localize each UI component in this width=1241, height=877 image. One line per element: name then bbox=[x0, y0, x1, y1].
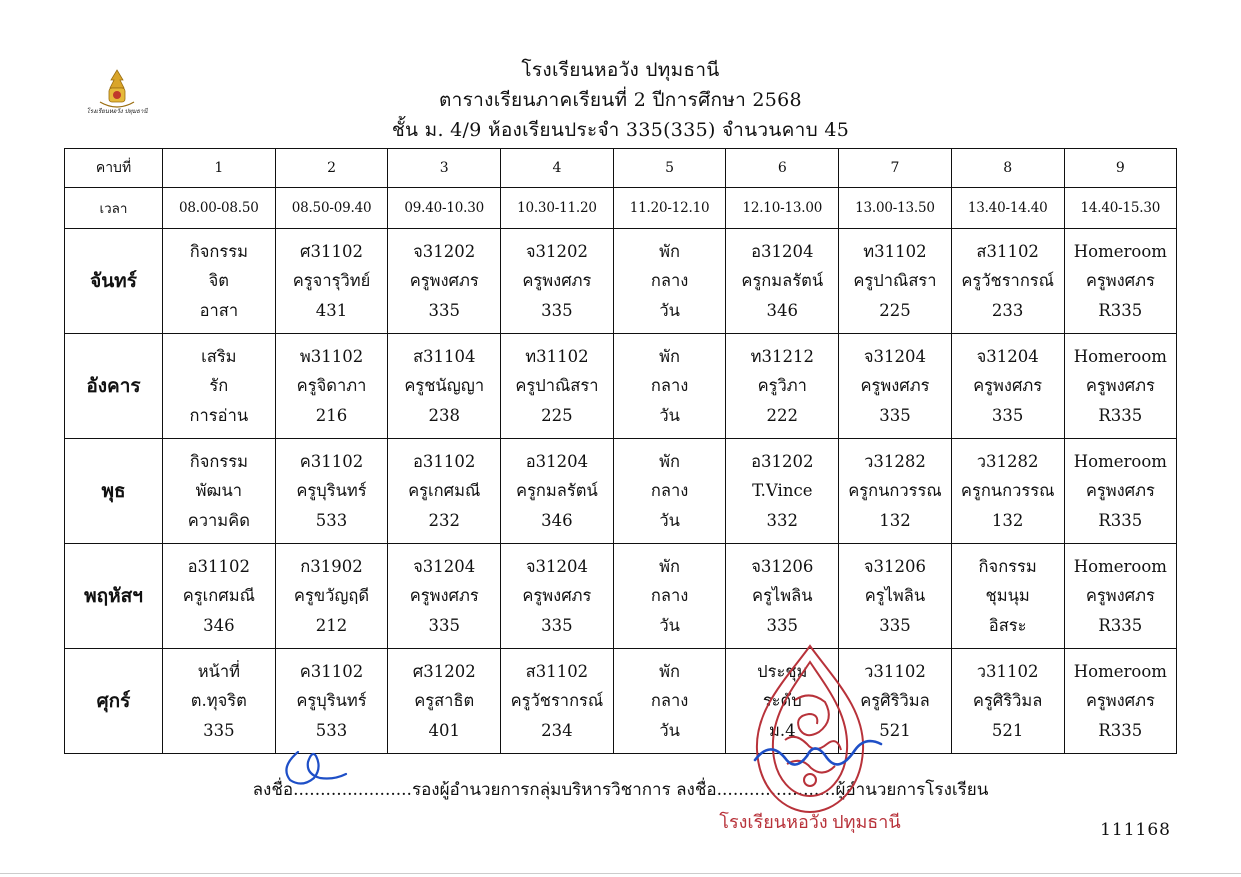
cell-teacher: ชุมนุม bbox=[985, 586, 1030, 606]
cell-room: 132 bbox=[879, 510, 911, 530]
cell-subject: เสริม bbox=[201, 346, 237, 366]
cell-subject: จ31202 bbox=[413, 241, 476, 261]
cell-room: 233 bbox=[991, 300, 1024, 320]
time-slot: 10.30-11.20 bbox=[501, 188, 614, 229]
cell-subject: หน้าที่ bbox=[197, 661, 240, 681]
schedule-cell bbox=[163, 544, 276, 649]
schedule-cell bbox=[163, 439, 276, 544]
schedule-cell bbox=[501, 649, 614, 754]
cell-subject: ท31102 bbox=[525, 346, 589, 366]
period-number: 4 bbox=[501, 149, 614, 188]
cell-room: 332 bbox=[766, 510, 799, 530]
period-header-row bbox=[65, 149, 1177, 188]
cell-teacher: ครูกมลรัตน์ bbox=[741, 271, 824, 291]
schedule-cell bbox=[613, 229, 726, 334]
schedule-cell bbox=[839, 544, 952, 649]
cell-room: ความคิด bbox=[187, 510, 250, 530]
schedule-cell bbox=[613, 334, 726, 439]
cell-teacher: T.Vince bbox=[752, 481, 813, 501]
schedule-cell bbox=[501, 544, 614, 649]
day-name: พุธ bbox=[65, 439, 163, 544]
cell-subject: กิจกรรม bbox=[189, 451, 248, 471]
schedule-cell bbox=[501, 439, 614, 544]
cell-room: 225 bbox=[879, 300, 911, 320]
cell-subject: พัก bbox=[659, 556, 681, 576]
period-number: 6 bbox=[726, 149, 839, 188]
schedule-cell bbox=[726, 229, 839, 334]
cell-teacher: ครูวัชรากรณ์ bbox=[510, 691, 604, 711]
cell-teacher: ครูพงศภร bbox=[409, 586, 479, 606]
cell-room: 431 bbox=[315, 300, 348, 320]
cell-teacher: กลาง bbox=[650, 691, 689, 711]
schedule-cell bbox=[951, 229, 1064, 334]
cell-subject: ท31212 bbox=[750, 346, 814, 366]
cell-subject: ค31102 bbox=[299, 451, 364, 471]
cell-subject: กิจกรรม bbox=[189, 241, 248, 261]
cell-teacher: ครูวัชรากรณ์ bbox=[961, 271, 1054, 291]
schedule-cell bbox=[388, 229, 501, 334]
cell-subject: อ31102 bbox=[413, 451, 476, 471]
cell-subject: ว31282 bbox=[864, 451, 926, 471]
cell-room: 234 bbox=[541, 720, 573, 740]
cell-teacher: ครูพงศภร bbox=[1085, 586, 1155, 606]
cell-room: 335 bbox=[203, 720, 235, 740]
cell-room: 346 bbox=[203, 615, 235, 635]
cell-teacher: ครูกนกวรรณ bbox=[848, 481, 942, 501]
schedule-cell bbox=[726, 439, 839, 544]
cell-teacher: ครูศิริวิมล bbox=[972, 691, 1043, 711]
cell-teacher: ระดับ bbox=[762, 691, 802, 711]
day-name: อังคาร bbox=[65, 334, 163, 439]
schedule-cell bbox=[1064, 649, 1177, 754]
schedule-cell bbox=[839, 439, 952, 544]
day-row bbox=[65, 229, 1177, 334]
cell-room: 225 bbox=[541, 405, 573, 425]
cell-subject: จ31204 bbox=[413, 556, 476, 576]
cell-subject: Homeroom bbox=[1073, 556, 1167, 576]
cell-teacher: ครูกมลรัตน์ bbox=[516, 481, 598, 501]
cell-room: ม.4 bbox=[768, 720, 796, 740]
cell-subject: Homeroom bbox=[1073, 346, 1167, 366]
cell-teacher: ครูพงศภร bbox=[522, 586, 592, 606]
logo-caption: โรงเรียนหอวัง ปทุมธานี bbox=[86, 108, 148, 115]
schedule-cell bbox=[951, 544, 1064, 649]
schedule-cell bbox=[388, 544, 501, 649]
cell-subject: Homeroom bbox=[1073, 451, 1167, 471]
period-number: 5 bbox=[613, 149, 726, 188]
cell-teacher: จิต bbox=[208, 271, 230, 291]
schedule-cell bbox=[163, 334, 276, 439]
time-row bbox=[65, 188, 1177, 229]
cell-room: วัน bbox=[659, 510, 680, 530]
cell-subject: ประชุม bbox=[757, 661, 808, 681]
cell-teacher: ครูพงศภร bbox=[860, 376, 930, 396]
cell-subject: ท31102 bbox=[863, 241, 927, 261]
cell-room: 238 bbox=[428, 405, 460, 425]
cell-room: 216 bbox=[315, 405, 348, 425]
schedule-cell bbox=[275, 439, 388, 544]
day-row bbox=[65, 439, 1177, 544]
cell-subject: กิจกรรม bbox=[978, 556, 1037, 576]
schedule-cell bbox=[1064, 334, 1177, 439]
schedule-cell bbox=[388, 649, 501, 754]
cell-room: วัน bbox=[659, 405, 680, 425]
schedule-cell bbox=[275, 649, 388, 754]
time-slot: 13.40-14.40 bbox=[951, 188, 1064, 229]
cell-subject: ก31902 bbox=[300, 556, 363, 576]
cell-teacher: ครูเกศมณี bbox=[182, 586, 255, 606]
cell-teacher: ครูไพลิน bbox=[752, 586, 813, 606]
cell-room: 335 bbox=[879, 615, 911, 635]
signature-line: ลงชื่อ......................รองผู้อำนวยการกลุ่มบริหารวิชาการ ลงชื่อ......................ผู้อำนวยการโรงเรียน bbox=[252, 780, 989, 800]
cell-teacher: กลาง bbox=[650, 481, 689, 501]
cell-room: 521 bbox=[879, 720, 911, 740]
schedule-cell bbox=[951, 334, 1064, 439]
cell-teacher: ครูบุรินทร์ bbox=[296, 481, 367, 501]
stamp-text: โรงเรียนหอวัง ปทุมธานี bbox=[719, 812, 901, 832]
cell-room: R335 bbox=[1098, 300, 1143, 320]
schedule-cell bbox=[726, 334, 839, 439]
cell-subject: อ31102 bbox=[187, 556, 251, 576]
cell-room: 335 bbox=[428, 615, 460, 635]
cell-room: 335 bbox=[879, 405, 911, 425]
cell-teacher: ครูพงศภร bbox=[1085, 481, 1155, 501]
cell-subject: อ31202 bbox=[751, 451, 814, 471]
cell-teacher: ครูพงศภร bbox=[1085, 271, 1155, 291]
cell-subject: Homeroom bbox=[1073, 661, 1167, 681]
time-slot: 09.40-10.30 bbox=[388, 188, 501, 229]
cell-teacher: ครูบุรินทร์ bbox=[296, 691, 367, 711]
cell-teacher: ครูกนกวรรณ bbox=[960, 481, 1055, 501]
cell-teacher: กลาง bbox=[650, 271, 689, 291]
cell-teacher: ครูพงศภร bbox=[522, 271, 592, 291]
cell-room: R335 bbox=[1098, 510, 1143, 530]
day-name: พฤหัสฯ bbox=[65, 544, 163, 649]
time-label: เวลา bbox=[65, 188, 163, 229]
schedule-cell bbox=[275, 229, 388, 334]
cell-subject: ว31282 bbox=[976, 451, 1039, 471]
period-label: คาบที่ bbox=[65, 149, 163, 188]
cell-teacher: ต.ทุจริต bbox=[190, 691, 247, 711]
cell-room: 533 bbox=[315, 510, 348, 530]
cell-room: 346 bbox=[766, 300, 799, 320]
schedule-cell bbox=[839, 229, 952, 334]
schedule-cell bbox=[1064, 439, 1177, 544]
cell-subject: จ31204 bbox=[863, 346, 927, 366]
time-slot: 12.10-13.00 bbox=[726, 188, 839, 229]
cell-teacher: ครูศิริวิมล bbox=[860, 691, 930, 711]
day-name: ศุกร์ bbox=[65, 649, 163, 754]
cell-room: 401 bbox=[428, 720, 460, 740]
cell-teacher: ครูไพลิน bbox=[864, 586, 926, 606]
schedule-cell bbox=[951, 649, 1064, 754]
cell-teacher: พัฒนา bbox=[195, 481, 242, 501]
period-number: 9 bbox=[1064, 149, 1177, 188]
cell-room: R335 bbox=[1098, 405, 1143, 425]
schedule-cell bbox=[163, 649, 276, 754]
cell-room: 212 bbox=[315, 615, 348, 635]
cell-teacher: ครูสาธิต bbox=[414, 691, 475, 711]
cell-subject: ศ31202 bbox=[412, 661, 476, 681]
schedule-cell bbox=[726, 649, 839, 754]
cell-subject: พัก bbox=[659, 451, 681, 471]
cell-subject: จ31204 bbox=[976, 346, 1039, 366]
schedule-cell bbox=[839, 334, 952, 439]
schedule-cell bbox=[1064, 544, 1177, 649]
schedule-cell bbox=[951, 439, 1064, 544]
schedule-cell bbox=[613, 544, 726, 649]
cell-subject: ศ31102 bbox=[300, 241, 364, 261]
cell-subject: จ31206 bbox=[863, 556, 927, 576]
cell-room: วัน bbox=[659, 300, 680, 320]
cell-teacher: ครูจิดาภา bbox=[296, 376, 367, 396]
schedule-cell bbox=[839, 649, 952, 754]
cell-teacher: ครูขวัญฤดี bbox=[293, 586, 370, 606]
cell-room: วัน bbox=[659, 615, 680, 635]
cell-subject: Homeroom bbox=[1073, 241, 1167, 261]
cell-subject: อ31204 bbox=[751, 241, 814, 261]
cell-teacher: ครูเกศมณี bbox=[408, 481, 481, 501]
cell-subject: จ31204 bbox=[525, 556, 588, 576]
cell-room: 232 bbox=[428, 510, 460, 530]
cell-room: 335 bbox=[428, 300, 460, 320]
page-bottom-divider bbox=[0, 873, 1241, 874]
time-slot: 08.50-09.40 bbox=[275, 188, 388, 229]
day-row bbox=[65, 649, 1177, 754]
schedule-cell bbox=[388, 439, 501, 544]
cell-room: วัน bbox=[659, 720, 680, 740]
cell-teacher: ครูพงศภร bbox=[1085, 376, 1155, 396]
cell-subject: ว31102 bbox=[976, 661, 1039, 681]
cell-room: อิสระ bbox=[988, 615, 1027, 635]
cell-subject: พัก bbox=[659, 241, 681, 261]
cell-subject: ว31102 bbox=[864, 661, 926, 681]
school-name: โรงเรียนหอวัง ปทุมธานี bbox=[521, 59, 720, 81]
schedule-cell bbox=[613, 649, 726, 754]
time-slot: 13.00-13.50 bbox=[839, 188, 952, 229]
period-number: 1 bbox=[163, 149, 276, 188]
cell-room: 521 bbox=[991, 720, 1024, 740]
cell-teacher: กลาง bbox=[650, 586, 689, 606]
cell-teacher: รัก bbox=[209, 376, 229, 396]
day-row bbox=[65, 544, 1177, 649]
cell-subject: ส31102 bbox=[976, 241, 1039, 261]
day-row bbox=[65, 334, 1177, 439]
cell-room: 132 bbox=[991, 510, 1024, 530]
timetable bbox=[64, 148, 1177, 754]
cell-subject: ค31102 bbox=[299, 661, 364, 681]
period-number: 2 bbox=[275, 149, 388, 188]
document-code: 111168 bbox=[1100, 820, 1171, 840]
cell-subject: ส31104 bbox=[412, 346, 476, 366]
document-header bbox=[0, 55, 1241, 145]
cell-subject: ส31102 bbox=[525, 661, 589, 681]
cell-room: 335 bbox=[541, 615, 573, 635]
cell-room: อาสา bbox=[199, 300, 239, 320]
schedule-cell bbox=[501, 229, 614, 334]
day-name: จันทร์ bbox=[65, 229, 163, 334]
cell-room: 335 bbox=[766, 615, 799, 635]
class-info: ชั้น ม. 4/9 ห้องเรียนประจำ 335(335) จำนวนคาบ 45 bbox=[391, 119, 850, 141]
cell-subject: พัก bbox=[659, 661, 681, 681]
cell-room: 335 bbox=[991, 405, 1024, 425]
cell-room: 533 bbox=[315, 720, 348, 740]
schedule-cell bbox=[501, 334, 614, 439]
schedule-cell bbox=[613, 439, 726, 544]
cell-subject: พัก bbox=[659, 346, 681, 366]
time-slot: 14.40-15.30 bbox=[1064, 188, 1177, 229]
period-number: 3 bbox=[388, 149, 501, 188]
cell-room: 222 bbox=[766, 405, 799, 425]
cell-subject: จ31202 bbox=[525, 241, 588, 261]
period-number: 7 bbox=[839, 149, 952, 188]
cell-teacher: ครูชนัญญา bbox=[404, 376, 485, 396]
schedule-cell bbox=[726, 544, 839, 649]
cell-room: R335 bbox=[1098, 615, 1143, 635]
cell-teacher: กลาง bbox=[650, 376, 689, 396]
cell-teacher: ครูพงศภร bbox=[409, 271, 479, 291]
schedule-cell bbox=[275, 334, 388, 439]
schedule-cell bbox=[1064, 229, 1177, 334]
cell-teacher: ครูปาณิสรา bbox=[515, 376, 599, 396]
cell-room: 335 bbox=[541, 300, 573, 320]
cell-subject: พ31102 bbox=[299, 346, 364, 366]
cell-subject: อ31204 bbox=[525, 451, 589, 471]
cell-teacher: ครูจารุวิทย์ bbox=[292, 271, 371, 291]
schedule-cell bbox=[388, 334, 501, 439]
period-number: 8 bbox=[951, 149, 1064, 188]
schedule-cell bbox=[163, 229, 276, 334]
cell-subject: จ31206 bbox=[751, 556, 814, 576]
cell-teacher: ครูปาณิสรา bbox=[853, 271, 937, 291]
time-slot: 08.00-08.50 bbox=[163, 188, 276, 229]
cell-teacher: ครูพงศภร bbox=[1085, 691, 1155, 711]
cell-room: 346 bbox=[541, 510, 573, 530]
cell-room: การอ่าน bbox=[189, 405, 249, 425]
schedule-cell bbox=[275, 544, 388, 649]
schedule-title: ตารางเรียนภาคเรียนที่ 2 ปีการศึกษา 2568 bbox=[439, 89, 802, 111]
cell-teacher: ครูพงศภร bbox=[973, 376, 1043, 396]
time-slot: 11.20-12.10 bbox=[613, 188, 726, 229]
cell-teacher: ครูวิภา bbox=[757, 376, 807, 396]
cell-room: R335 bbox=[1098, 720, 1143, 740]
